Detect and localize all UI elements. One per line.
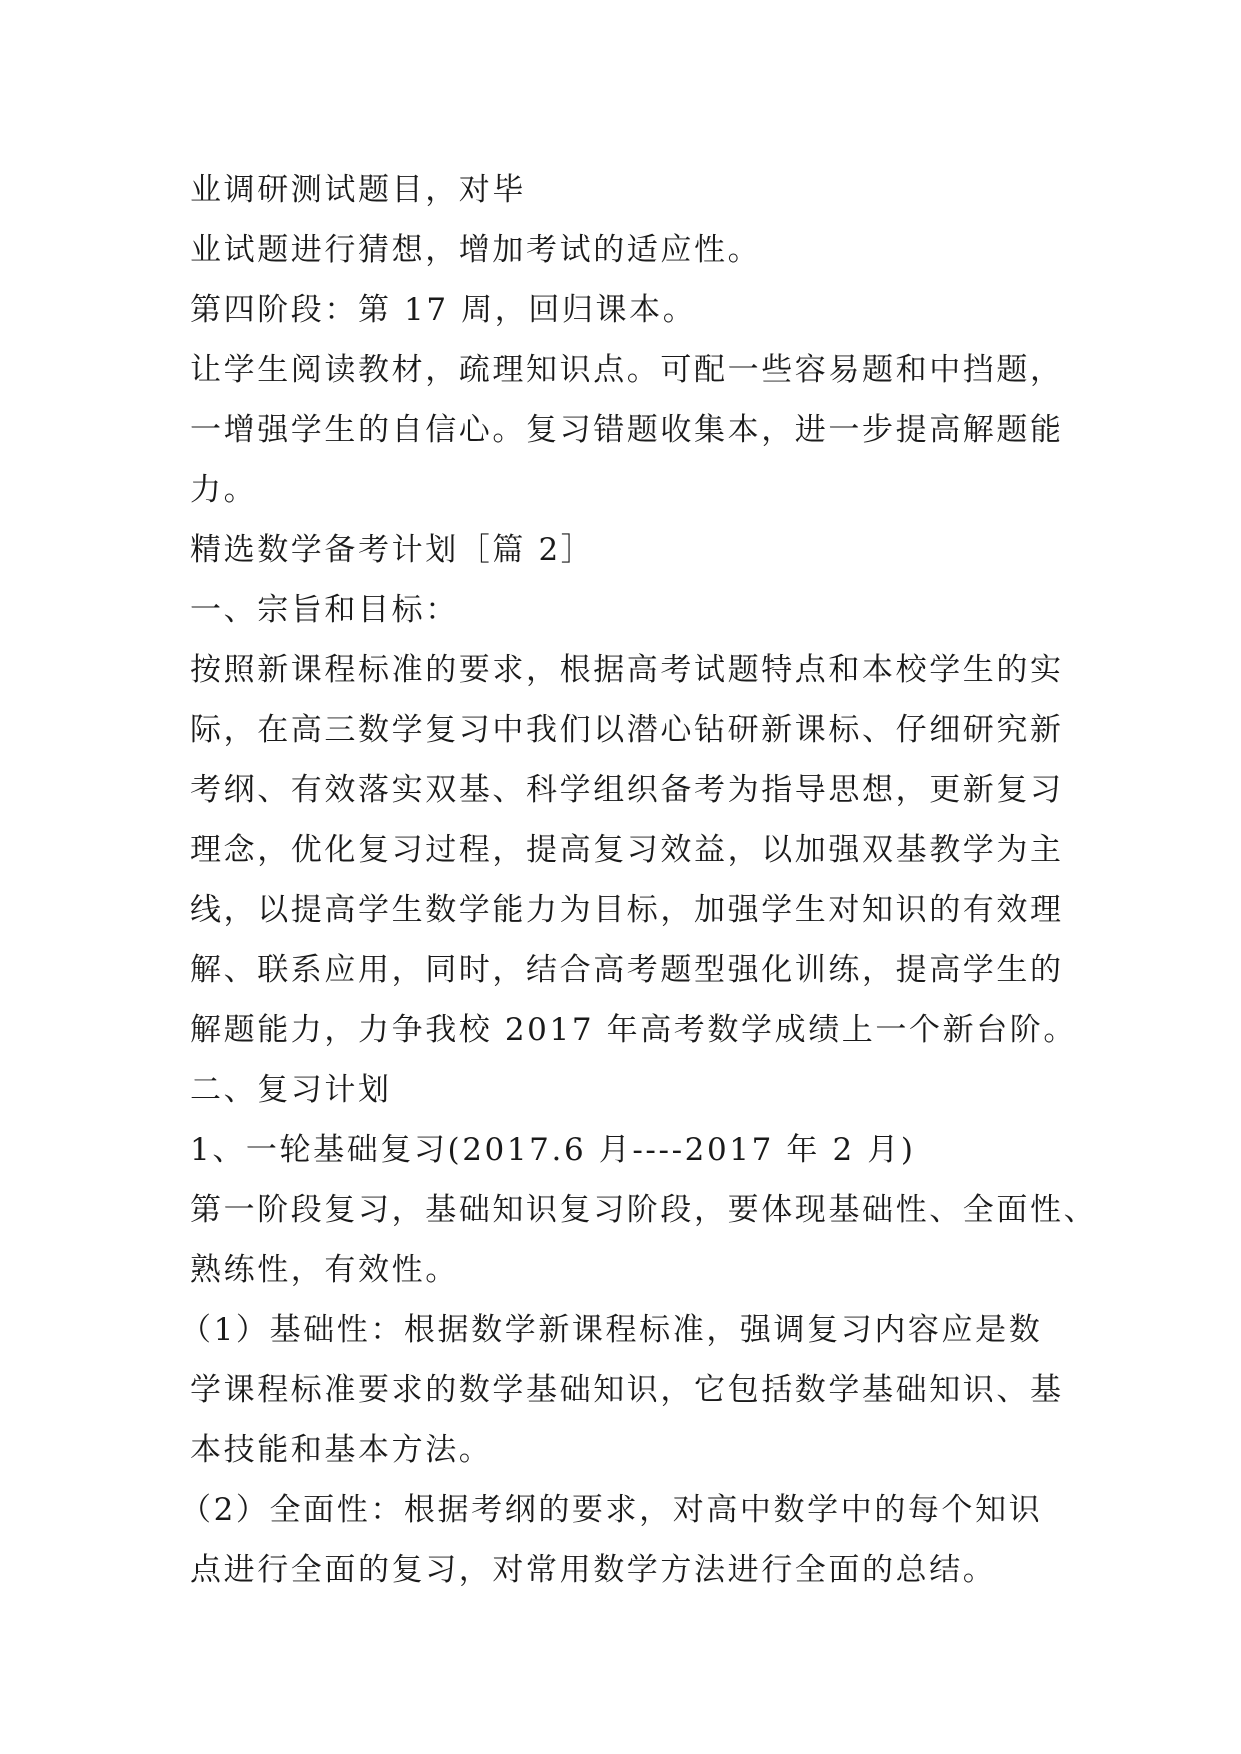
text-line: 第四阶段：第 17 周，回归课本。 — [190, 292, 697, 328]
section-heading: 二、复习计划 — [190, 1072, 392, 1108]
text-line: 让学生阅读教材，疏理知识点。可配一些容易题和中挡题， — [190, 352, 1064, 388]
text-line: 按照新课程标准的要求，根据高考试题特点和本校学生的实 — [190, 652, 1064, 688]
text-line: 际，在高三数学复习中我们以潜心钻研新课标、仔细研究新 — [190, 712, 1064, 748]
document-body — [180, 160, 1098, 1600]
text-line: 解题能力，力争我校 2017 年高考数学成绩上一个新台阶。 — [190, 1012, 1077, 1048]
text-line: 线，以提高学生数学能力为目标，加强学生对知识的有效理 — [190, 892, 1064, 928]
text-line: 第一阶段复习，基础知识复习阶段，要体现基础性、全面性、 — [190, 1192, 1098, 1228]
text-line: 解、联系应用，同时，结合高考题型强化训练，提高学生的 — [190, 952, 1064, 988]
text-line: 业试题进行猜想，增加考试的适应性。 — [190, 232, 762, 268]
subsection-heading: 1、一轮基础复习(2017.6 月----2017 年 2 月) — [190, 1132, 916, 1168]
text-line: 熟练性，有效性。 — [190, 1252, 459, 1288]
section-heading: 一、宗旨和目标： — [190, 592, 459, 628]
section-heading: 精选数学备考计划［篇 2］ — [190, 532, 595, 568]
text-line: 理念，优化复习过程，提高复习效益，以加强双基教学为主 — [190, 832, 1064, 868]
list-item: （2）全面性：根据考纲的要求，对高中数学中的每个知识 — [180, 1492, 1043, 1528]
text-line: 力。 — [190, 472, 258, 508]
list-item: （1）基础性：根据数学新课程标准，强调复习内容应是数 — [180, 1312, 1043, 1348]
text-line: 本技能和基本方法。 — [190, 1432, 493, 1468]
text-line: 考纲、有效落实双基、科学组织备考为指导思想，更新复习 — [190, 772, 1064, 808]
text-line: 点进行全面的复习，对常用数学方法进行全面的总结。 — [190, 1552, 997, 1588]
text-line: 学课程标准要求的数学基础知识，它包括数学基础知识、基 — [190, 1372, 1064, 1408]
text-line: 业调研测试题目，对毕 — [190, 172, 526, 208]
text-line: 一增强学生的自信心。复习错题收集本，进一步提高解题能 — [190, 412, 1064, 448]
